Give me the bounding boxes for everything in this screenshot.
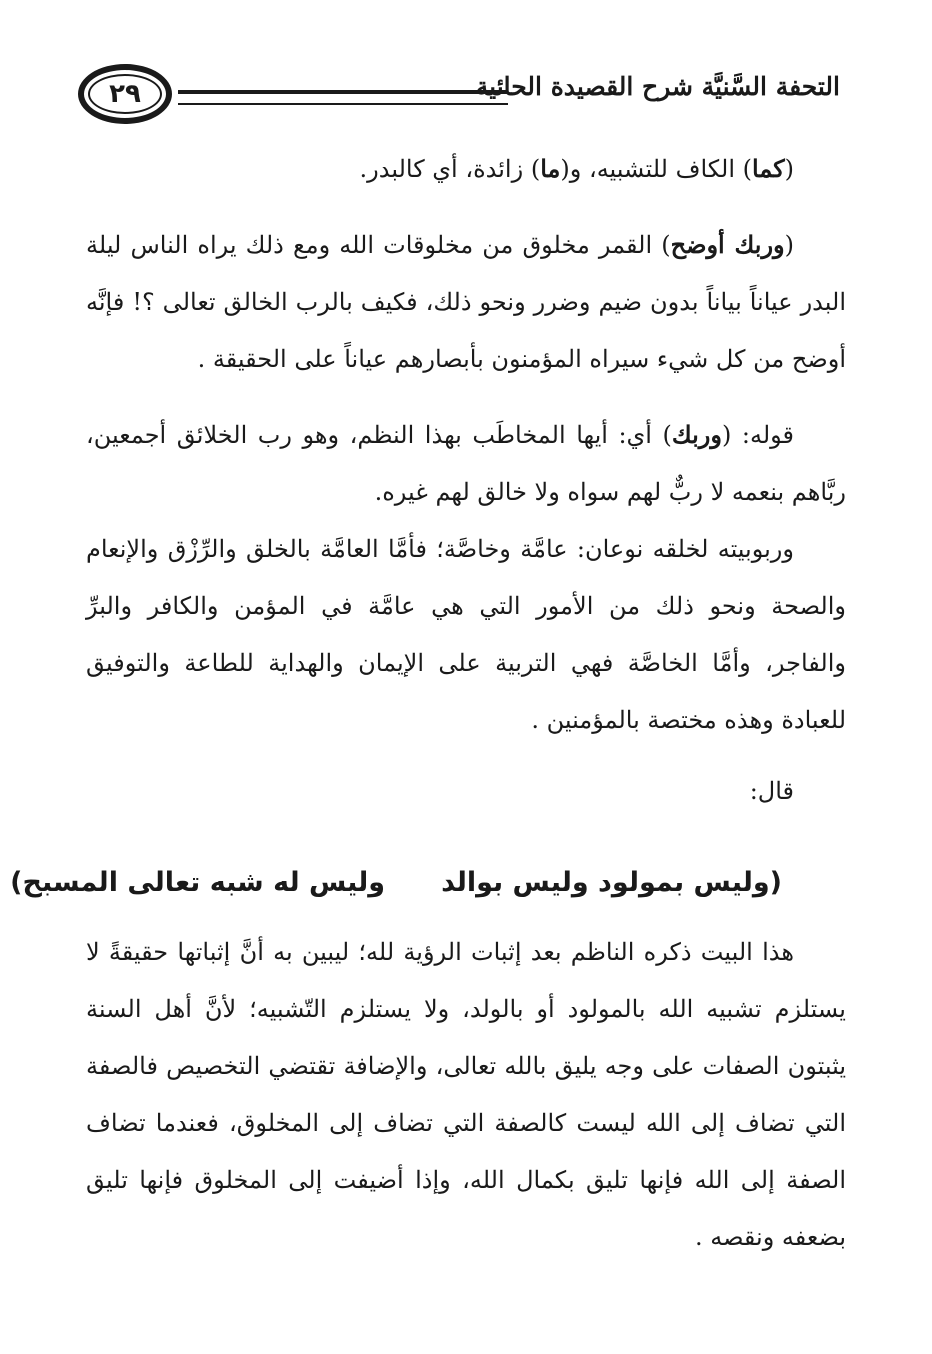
- text-run: (: [784, 231, 794, 259]
- page-number: ٢٩: [88, 74, 162, 114]
- verse-hemistich-2: وليس له شبه تعالى المسبح): [10, 867, 386, 898]
- paragraph-qawluhu: [86, 406, 846, 521]
- text-run: ) زائدة، أي كالبدر.: [359, 155, 541, 183]
- poem-verse: [10, 858, 846, 908]
- page-number-frame: [78, 64, 172, 124]
- text-run: ) القمر مخلوق من مخلوقات الله ومع ذلك يراه الناس ليلة البدر عياناً بياناً بدون ضيم وضرر ونحو ذلك، فكيف بالرب الخالق تعالى ؟! فإنَّه أوضح من كل شيء سيراه المؤمنون بأبصارهم عياناً على الحقيقة .: [86, 231, 846, 373]
- paragraph-rububiyyah: وربوبيته لخلقه نوعان: عامَّة وخاصَّة؛ فأمَّا العامَّة بالخلق والرِّزْق والإنعام والصحة ونحو ذلك من الأمور التي هي عامَّة في المؤمن والكافر والبرِّ والفاجر، وأمَّا الخاصَّة فهي التربية على الإيمان والهداية للطاعة والتوفيق للعبادة وهذه مختصة بالمؤمنين .: [86, 535, 846, 734]
- text-run: ) الكاف للتشبيه، و(: [560, 155, 752, 183]
- qala-label: قال:: [749, 777, 794, 805]
- header-rule: [178, 90, 508, 105]
- running-header: [78, 52, 848, 152]
- bold-term: وربك أوضح: [670, 230, 785, 259]
- book-title: التحفة السَّنيَّة شرح القصيدة الحائية: [475, 72, 840, 101]
- bold-term: ما: [540, 154, 561, 183]
- paragraph-rabbuka-awdah: [86, 216, 846, 388]
- paragraph-kama: [86, 140, 846, 198]
- text-run: (: [784, 155, 794, 183]
- bold-term: وربك: [671, 420, 722, 449]
- bold-term: كما: [752, 154, 785, 183]
- text-run: ) أي: أيها المخاطَب بهذا النظم، وهو رب الخلائق أجمعين، ربَّاهم بنعمه لا ربٌّ لهم سواه ولا خالق لهم غيره.: [86, 421, 846, 506]
- verse-hemistich-1: (وليس بمولود وليس بوالد: [441, 867, 782, 898]
- text-run: قوله: (: [721, 421, 794, 449]
- page-body: [10, 140, 846, 1266]
- paragraph-commentary: هذا البيت ذكره الناظم بعد إثبات الرؤية لله؛ ليبين به أنَّ إثباتها حقيقةً لا يستلزم تشبيه الله بالمولود أو بالولد، ولا يستلزم التّشبيه؛ لأنَّ أهل السنة يثبتون الصفات على وجه يليق بالله تعالى، والإضافة تقتضي التخصيص فالصفة التي تضاف إلى الله ليست كالصفة التي تضاف إلى المخلوق، فعندما تضاف الصفة إلى الله فإنها تليق بكمال الله، وإذا أضيفت إلى المخلوق فإنها تليق بضعفه ونقصه .: [86, 938, 846, 1251]
